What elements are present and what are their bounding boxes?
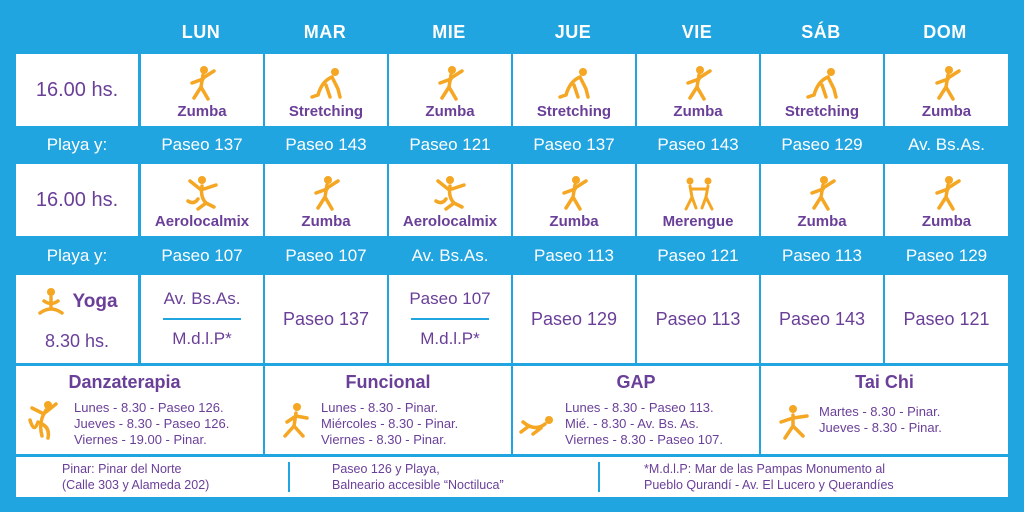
yoga-jue: Paseo 129 — [513, 275, 635, 363]
zumba-icon — [929, 175, 965, 211]
activity-label: Zumba — [425, 103, 475, 120]
loc2-place-dom: Paseo 129 — [905, 246, 988, 265]
loc1-place-mar: Paseo 143 — [285, 135, 367, 154]
yoga-vie: Paseo 113 — [637, 275, 759, 363]
loc2-place-mar: Paseo 107 — [285, 246, 367, 265]
yoga-lun — [141, 275, 263, 363]
special-title: Danzaterapia — [68, 372, 181, 392]
yoga-time: 8.30 hs. — [44, 331, 110, 351]
loc1-place-lun: Paseo 137 — [161, 135, 243, 154]
loc1-place-mie: Paseo 121 — [409, 135, 491, 154]
loc1-place-sáb: Paseo 129 — [781, 135, 863, 154]
special-line: Viernes - 19.00 - Pinar. — [74, 432, 207, 447]
special-danzaterapia — [16, 366, 263, 454]
footer-note: Paseo 126 y Playa, — [332, 462, 440, 476]
loc1-place-vie: Paseo 143 — [657, 135, 739, 154]
activity-label: Stretching — [536, 103, 612, 120]
yoga-icon — [36, 287, 66, 317]
tai-chi-icon — [775, 404, 811, 440]
aerolocalmix-icon — [432, 175, 468, 211]
footer-divider — [288, 462, 290, 492]
special-title: Tai Chi — [855, 372, 914, 392]
day-header-jue: JUE — [554, 22, 592, 42]
special-title: GAP — [616, 372, 656, 392]
special-line: Viernes - 8.30 - Paseo 107. — [565, 432, 724, 447]
activity-label: Merengue — [662, 213, 734, 230]
activity-label: Zumba — [797, 213, 847, 230]
yoga-dom: Paseo 121 — [885, 275, 1008, 363]
special-line: Jueves - 8.30 - Pinar. — [819, 420, 942, 435]
special-line: Lunes - 8.30 - Pinar. — [321, 400, 439, 415]
day-header-vie: VIE — [681, 22, 713, 42]
row1-activity-sáb — [761, 54, 883, 126]
row2-activity-lun — [141, 164, 263, 236]
gap-icon — [519, 412, 557, 436]
activity-label: Zumba — [301, 213, 351, 230]
footer — [16, 457, 1008, 497]
loc2-place-mie: Av. Bs.As. — [411, 246, 489, 265]
special-line: Viernes - 8.30 - Pinar. — [321, 432, 447, 447]
yoga-mie — [389, 275, 511, 363]
row1-activity-lun — [141, 54, 263, 126]
day-header-dom: DOM — [923, 22, 967, 42]
danzaterapia-icon — [26, 400, 60, 440]
special-line: Jueves - 8.30 - Paseo 126. — [74, 416, 230, 431]
footer-note: *M.d.l.P: Mar de las Pampas Monumento al — [644, 462, 886, 476]
loc1-place-jue: Paseo 137 — [533, 135, 615, 154]
zumba-icon — [804, 175, 840, 211]
zumba-icon — [184, 65, 220, 101]
loc2-place-sáb: Paseo 113 — [781, 246, 863, 265]
special-title: Funcional — [345, 372, 431, 392]
activity-label: Stretching — [288, 103, 364, 120]
yoga-mar: Paseo 137 — [265, 275, 387, 363]
special-line: Lunes - 8.30 - Paseo 113. — [565, 400, 714, 415]
activity-label: Zumba — [673, 103, 723, 120]
stretching-icon — [308, 65, 344, 101]
loc2-prefix: Playa y: — [46, 246, 108, 265]
activity-label: Stretching — [784, 103, 860, 120]
day-header-lun: LUN — [181, 22, 221, 42]
row1-activity-mie — [389, 54, 511, 126]
yoga-mie-top: Paseo 107 — [409, 289, 491, 308]
row2-activity-dom — [885, 164, 1008, 236]
loc2-place-vie: Paseo 121 — [657, 246, 739, 265]
row1-activity-vie — [637, 54, 759, 126]
day-header-sab: SÁB — [801, 22, 841, 42]
special-line: Mié. - 8.30 - Av. Bs. As. — [565, 416, 699, 431]
row2-activity-jue — [513, 164, 635, 236]
special-line: Lunes - 8.30 - Paseo 126. — [74, 400, 224, 415]
row2-activity-mie — [389, 164, 511, 236]
row2-activity-vie — [637, 164, 759, 236]
activity-label: Aerolocalmix — [154, 213, 250, 230]
special-line: Miércoles - 8.30 - Pinar. — [321, 416, 459, 431]
yoga-sab: Paseo 143 — [761, 275, 883, 363]
zumba-icon — [432, 65, 468, 101]
row1-activity-dom — [885, 54, 1008, 126]
yoga-lun-divider — [163, 318, 241, 320]
row2-time: 16.00 hs. — [16, 164, 138, 236]
activity-label: Zumba — [921, 213, 972, 230]
special-gap — [513, 366, 759, 454]
row1-activity-mar — [265, 54, 387, 126]
footer-note: Pueblo Qurandí - Av. El Lucero y Querandíes — [644, 478, 894, 492]
stretching-icon — [556, 65, 592, 101]
merengue-icon — [680, 175, 716, 211]
footer-note: Balneario accesible “Noctiluca” — [332, 478, 504, 492]
special-line: Martes - 8.30 - Pinar. — [819, 404, 941, 419]
yoga-cell — [16, 275, 138, 363]
yoga-title: Yoga — [72, 291, 118, 312]
row2-activity-mar — [265, 164, 387, 236]
special-funcional — [265, 366, 511, 454]
footer-divider — [598, 462, 600, 492]
activity-label: Zumba — [549, 213, 599, 230]
loc1-prefix: Playa y: — [46, 135, 108, 154]
funcional-icon — [281, 402, 311, 440]
day-header-mar: MAR — [303, 22, 347, 42]
activity-label: Zumba — [921, 103, 972, 120]
row1-activity-jue — [513, 54, 635, 126]
day-header-mie: MIE — [432, 22, 466, 42]
yoga-lun-bottom: M.d.l.P* — [172, 329, 232, 348]
yoga-mie-bottom: M.d.l.P* — [420, 329, 480, 348]
zumba-icon — [308, 175, 344, 211]
special-tai-chi — [761, 366, 1008, 454]
loc1-place-dom: Av. Bs.As. — [908, 135, 985, 154]
zumba-icon — [929, 65, 965, 101]
activity-label: Zumba — [177, 103, 227, 120]
row1-time: 16.00 hs. — [16, 54, 138, 126]
row2-activity-sáb — [761, 164, 883, 236]
loc2-place-jue: Paseo 113 — [533, 246, 615, 265]
loc2-place-lun: Paseo 107 — [161, 246, 243, 265]
stretching-icon — [804, 65, 840, 101]
zumba-icon — [556, 175, 592, 211]
yoga-lun-top: Av. Bs.As. — [163, 289, 241, 308]
activity-label: Aerolocalmix — [402, 213, 498, 230]
aerolocalmix-icon — [184, 175, 220, 211]
yoga-mie-divider — [411, 318, 489, 320]
footer-note: Pinar: Pinar del Norte — [62, 462, 182, 476]
zumba-icon — [680, 65, 716, 101]
footer-note: (Calle 303 y Alameda 202) — [62, 478, 210, 492]
